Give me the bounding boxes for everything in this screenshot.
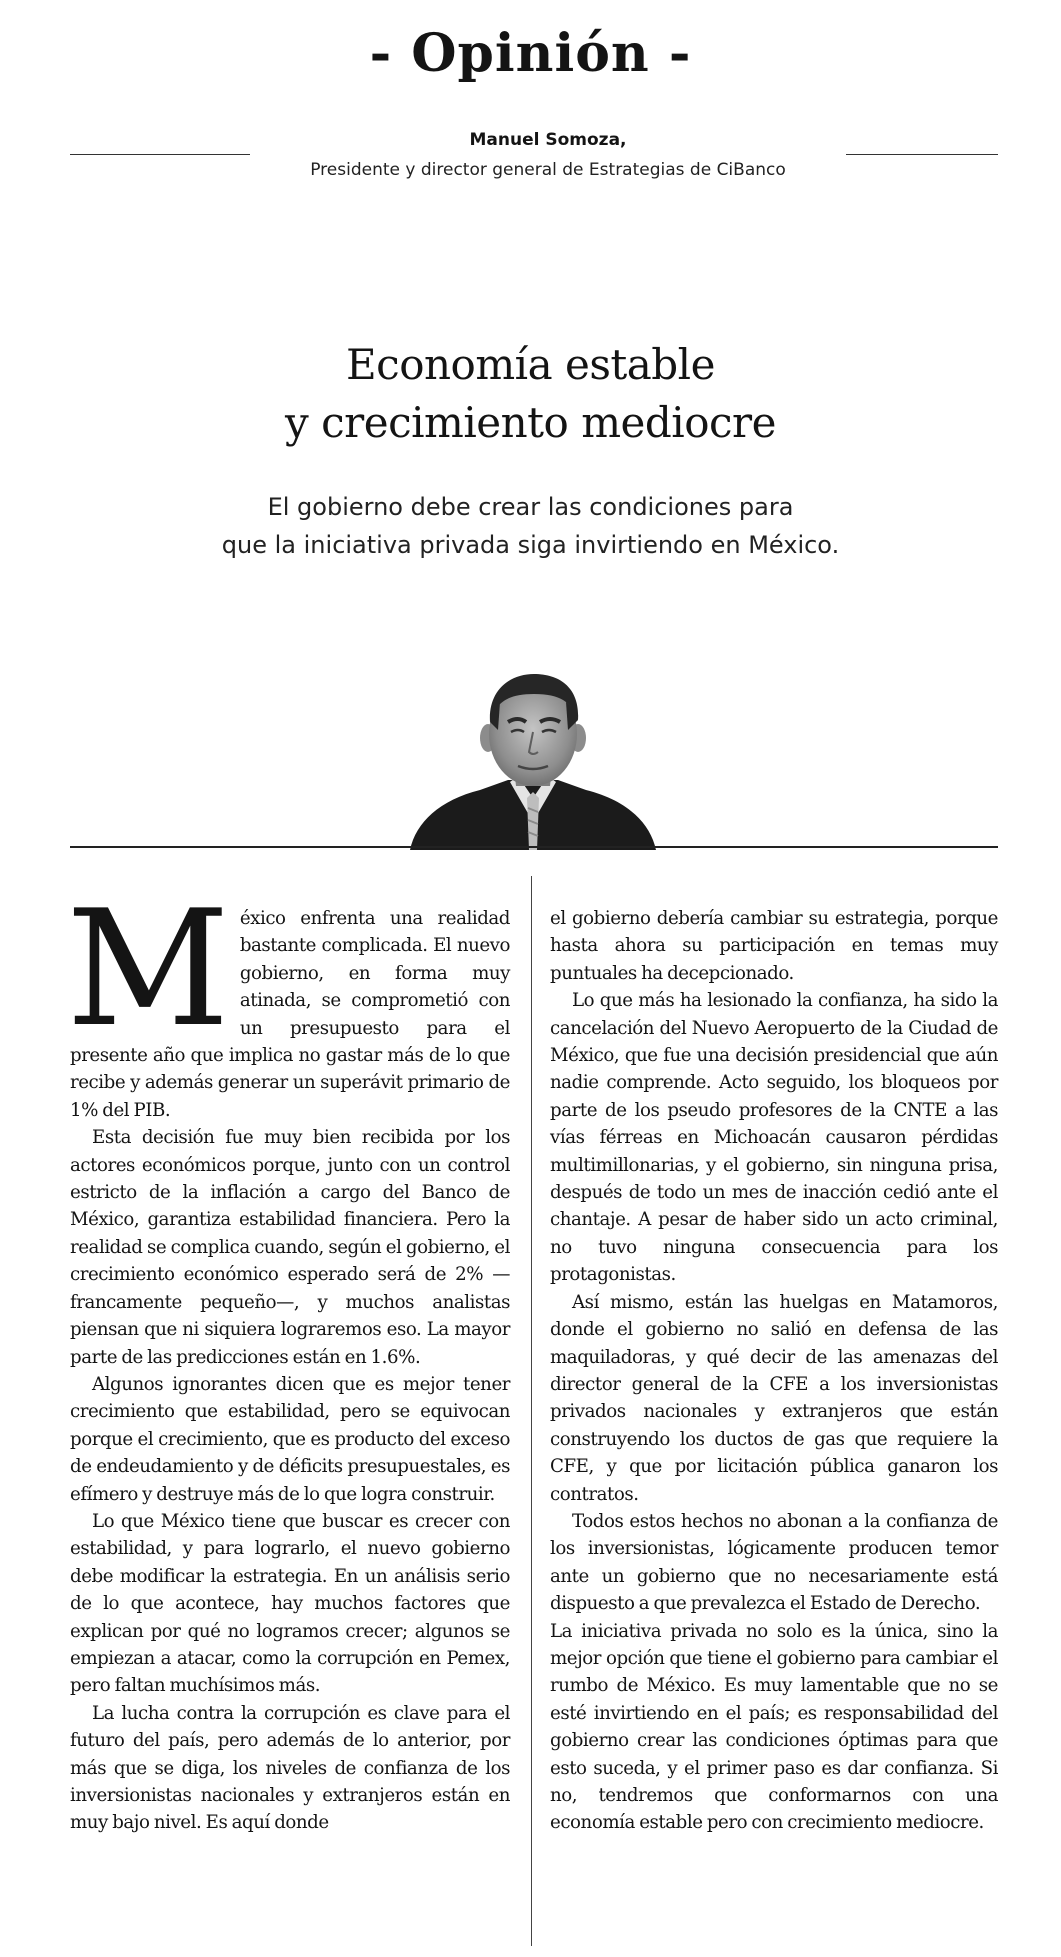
author-name: Manuel Somoza, bbox=[469, 130, 627, 150]
paragraph: La lucha contra la corrupción es clave para el futuro del país, pero además de lo anterior, por más que se diga, los niveles de confianza de los inversionistas nacionales y extranjeros están en muy bajo nivel. Es aquí donde bbox=[70, 1702, 510, 1834]
author-portrait bbox=[410, 672, 656, 850]
paragraph: Lo que México tiene que buscar es crecer con estabilidad, y para lograrlo, el nuevo gobierno debe modificar la estrategia. En un análisis serio de lo que acontece, hay muchos factores que explican por qué no logramos crecer; algunos se empiezan a atacar, como la corrupción en Pemex, pero faltan muchísimos más. bbox=[70, 1510, 510, 1697]
paragraph: Así mismo, están las huelgas en Matamoros, donde el gobierno no salió en defensa de las maquiladoras, y qué decir de las amenazas del director general de la CFE a los inversionistas privados nacionales y extranjeros que están construyendo los ductos de gas que requiere la CFE, y que por licitación pública ganaron los contratos. bbox=[550, 1291, 998, 1505]
paragraph: el gobierno debería cambiar su estrategia, porque hasta ahora su participación en temas muy puntuales ha decepcionado. bbox=[550, 908, 998, 984]
section-title: - Opinión - bbox=[369, 23, 692, 84]
headline-line-2: y crecimiento mediocre bbox=[285, 398, 776, 447]
author-role: Presidente y director general de Estrategias de CiBanco bbox=[310, 160, 786, 180]
author-divider-left bbox=[70, 154, 250, 155]
headline-line-1: Economía estable bbox=[346, 340, 715, 389]
subhead-line-1: El gobierno debe crear las condiciones para bbox=[267, 493, 794, 521]
paragraph: Algunos ignorantes dicen que es mejor tener crecimiento que estabilidad, pero se equivocan porque el crecimiento, que es producto del exceso de endeudamiento y de déficits presupuestales, es efímero y destruye más de lo que logra construir. bbox=[70, 1373, 510, 1505]
author-divider-right bbox=[846, 154, 998, 155]
paragraph: Todos estos hechos no abonan a la confianza de los inversionistas, lógicamente producen temor ante un gobierno que no necesariamente está dispuesto a que prevalezca el Estado de Derecho. bbox=[550, 1510, 998, 1615]
article-headline bbox=[0, 336, 1061, 452]
subhead-line-2: que la iniciativa privada siga invirtiendo en México. bbox=[221, 531, 840, 559]
paragraph-text: éxico enfrenta una realidad bastante complicada. El nuevo gobierno, en forma muy atinada, se comprometió con un presupuesto para el presente año que implica no gastar más de lo que recibe y además generar un superávit primario de 1% del PIB. bbox=[70, 908, 510, 1121]
paragraph: La iniciativa privada no solo es la única, sino la mejor opción que tiene el gobierno para cambiar el rumbo de México. Es muy lamentable que no se esté invirtiendo en el país; es responsabilidad del gobierno crear las condiciones óptimas para que esto suceda, y el primer paso es dar confianza. Si no, tendremos que conformarnos con una economía estable pero con crecimiento mediocre. bbox=[550, 1620, 998, 1834]
article-column-left bbox=[66, 875, 510, 1837]
paragraph: Lo que más ha lesionado la confianza, ha sido la cancelación del Nuevo Aeropuerto de la Ciudad de México, que fue una decisión presidencial que aún nadie comprende. Acto seguido, los bloqueos por parte de los pseudo profesores de la CNTE a las vías férreas en Michoacán causaron pérdidas multimillonarias, y el gobierno, sin ninguna prisa, después de todo un mes de inacción cedió ante el chantaje. A pesar de haber sido un acto criminal, no tuvo ninguna consecuencia para los protagonistas. bbox=[550, 990, 998, 1286]
column-divider bbox=[531, 876, 532, 1946]
drop-cap: M bbox=[66, 875, 230, 1062]
paragraph: Esta decisión fue muy bien recibida por los actores económicos porque, junto con un control estricto de la inflación a cargo del Banco de México, garantiza estabilidad financiera. Pero la realidad se complica cuando, según el gobierno, el crecimiento económico esperado será de 2% —francamente pequeño—, y muchos analistas piensan que ni siquiera lograremos eso. La mayor parte de las predicciones están en 1.6%. bbox=[70, 1127, 510, 1368]
portrait-rule bbox=[70, 846, 998, 848]
article-subhead bbox=[0, 488, 1061, 564]
paragraph bbox=[66, 875, 510, 1124]
article-column-right bbox=[550, 905, 998, 1837]
